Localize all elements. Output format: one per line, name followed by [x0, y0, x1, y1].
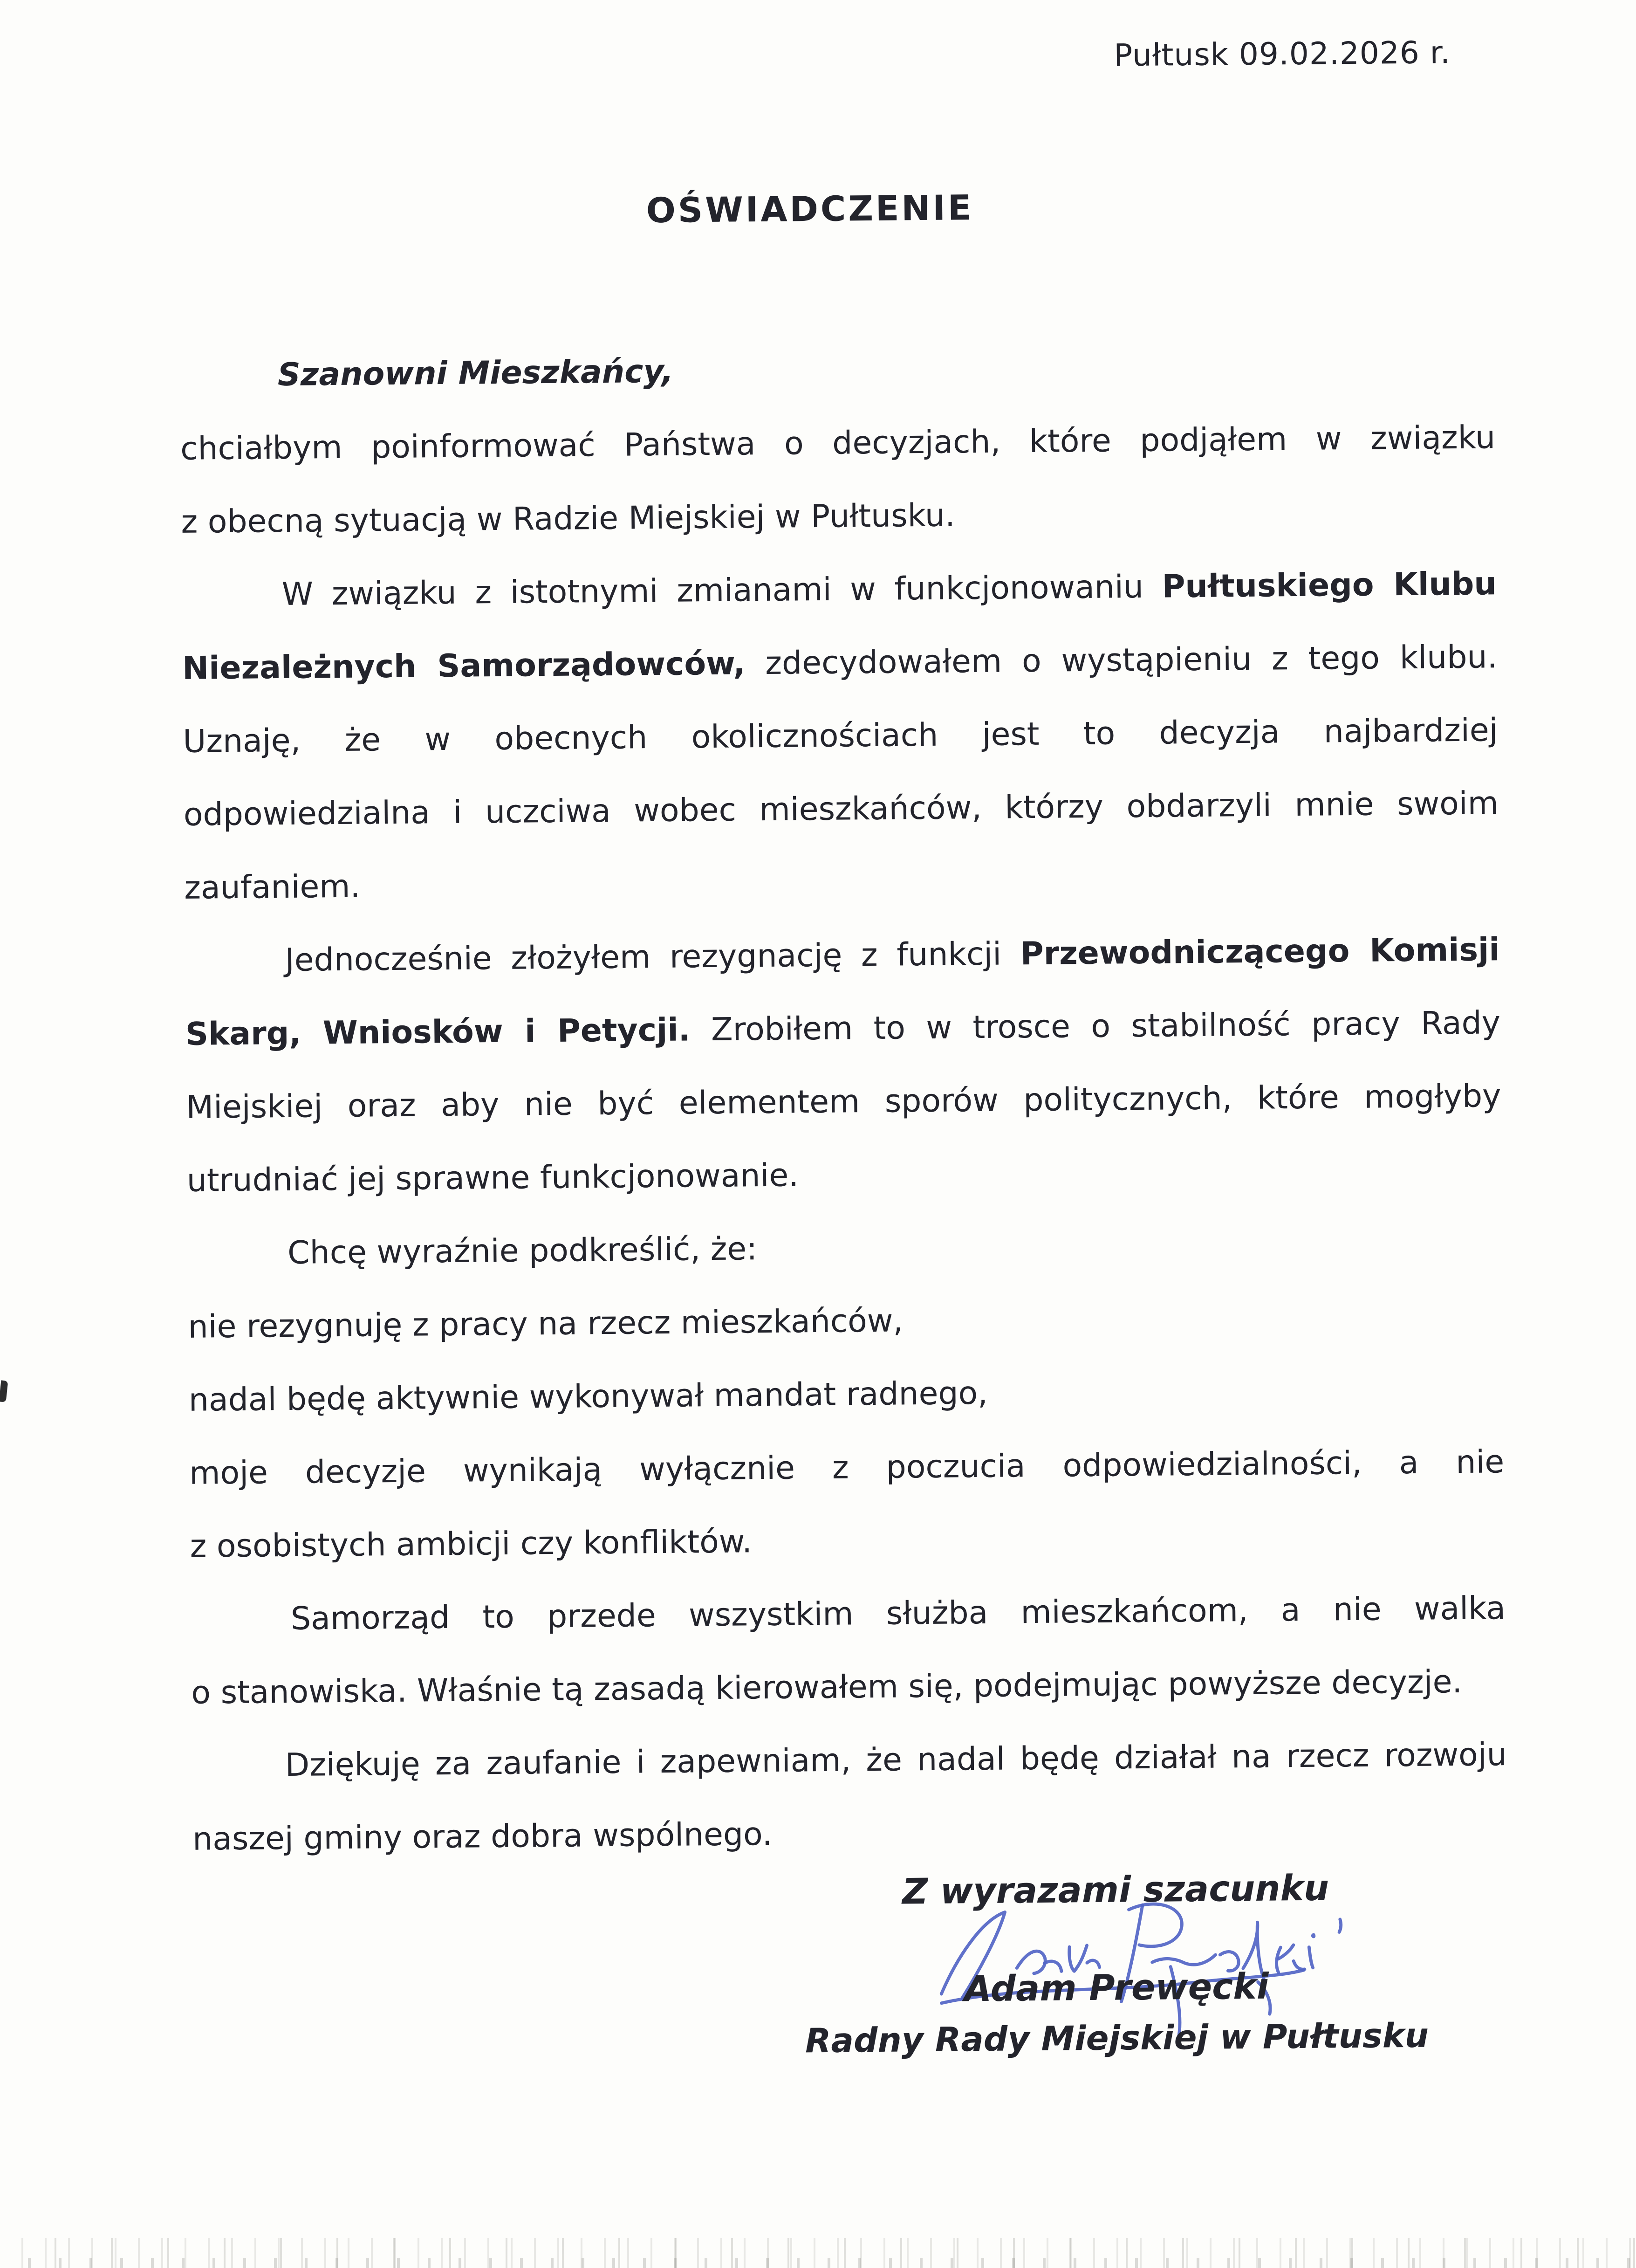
text-segment: naszej gminy oraz dobra wspólnego. [192, 1815, 773, 1858]
text-segment: Miejskiej oraz aby nie być elementem sporów politycznych, które mogłyby [186, 1078, 1501, 1126]
text-segment: nie rezygnuję z pracy na rzecz mieszkańców, [188, 1302, 904, 1346]
text-line [187, 1206, 1503, 1291]
text-segment: moje decyzje wynikają wyłącznie z poczucia odpowiedzialności, a nie [189, 1443, 1505, 1492]
document-title: OŚWIADCZENIE [646, 188, 974, 231]
text-segment: W związku z istotnymi zmianami w funkcjonowaniu [281, 568, 1162, 613]
text-segment: o stanowiska. Właśnie tą zasadą kierowałem się, podejmując powyższe decyzje. [191, 1663, 1463, 1711]
text-line [179, 328, 1495, 412]
text-line [186, 1133, 1502, 1217]
closing-respect-line: Z wyrazami szacunku [902, 1867, 1329, 1912]
text-line [181, 547, 1497, 632]
text-line [189, 1425, 1505, 1510]
text-segment: zdecydowałem o wystąpieniu z tego klubu. [745, 639, 1498, 682]
text-line [181, 474, 1496, 559]
body-text [179, 328, 1508, 1876]
text-line [191, 1645, 1506, 1730]
text-line [185, 913, 1500, 998]
text-line [186, 1059, 1501, 1144]
text-segment: nadal będę aktywnie wykonywał mandat radnego, [188, 1375, 988, 1419]
text-line [180, 401, 1495, 486]
text-segment: chciałbym poinformować Państwa o decyzjach, które podjąłem w związku [180, 419, 1496, 467]
text-segment: Niezależnych Samorządowców, [182, 645, 746, 687]
text-segment: Samorząd to przede wszystkim służba mieszkańcom, a nie walka [290, 1590, 1506, 1637]
text-segment: utrudniać jej sprawne funkcjonowanie. [186, 1157, 799, 1199]
text-segment: Uznaję, że w obecnych okolicznościach jest to decyzja najbardziej [183, 712, 1498, 760]
text-segment: Chcę wyraźnie podkreślić, że: [287, 1230, 758, 1271]
date-line: Pułtusk 09.02.2026 r. [1114, 34, 1451, 74]
text-segment: odpowiedzialna i uczciwa wobec mieszkańców, którzy obdarzyli mnie swoim [183, 785, 1499, 833]
text-line [182, 620, 1498, 705]
text-line [183, 694, 1498, 778]
text-line [188, 1279, 1503, 1364]
text-line [190, 1572, 1506, 1656]
text-segment: Jednocześnie złożyłem rezygnację z funkcji [285, 935, 1021, 979]
text-segment: z obecną sytuacją w Radzie Miejskiej w Pułtusku. [181, 497, 955, 541]
text-segment: Pułtuskiego Klubu [1162, 565, 1497, 605]
text-line [188, 1352, 1504, 1437]
text-segment: Zrobiłem to w trosce o stabilność pracy Rady [690, 1004, 1501, 1049]
text-segment: Przewodniczącego Komisji [1020, 931, 1500, 973]
scan-artifact-bottom-streaks-dark [0, 2258, 1636, 2268]
text-segment: Szanowni Mieszkańcy, [277, 353, 674, 394]
text-line [192, 1718, 1507, 1803]
text-line [184, 840, 1499, 925]
closing-role-line: Radny Rady Miejskiej w Pułtusku [805, 2015, 1429, 2061]
text-segment: Skarg, Wniosków i Petycji. [185, 1011, 691, 1053]
text-line [183, 767, 1499, 852]
text-segment: Dziękuję za zaufanie i zapewniam, że nadal będę działał na rzecz rozwoju [285, 1736, 1507, 1784]
closing-name-line: Adam Prewęcki [964, 1965, 1269, 2010]
text-line [185, 986, 1500, 1071]
text-line [190, 1498, 1505, 1583]
text-segment: zaufaniem. [184, 868, 361, 907]
text-segment: z osobistych ambicji czy konfliktów. [190, 1523, 753, 1565]
